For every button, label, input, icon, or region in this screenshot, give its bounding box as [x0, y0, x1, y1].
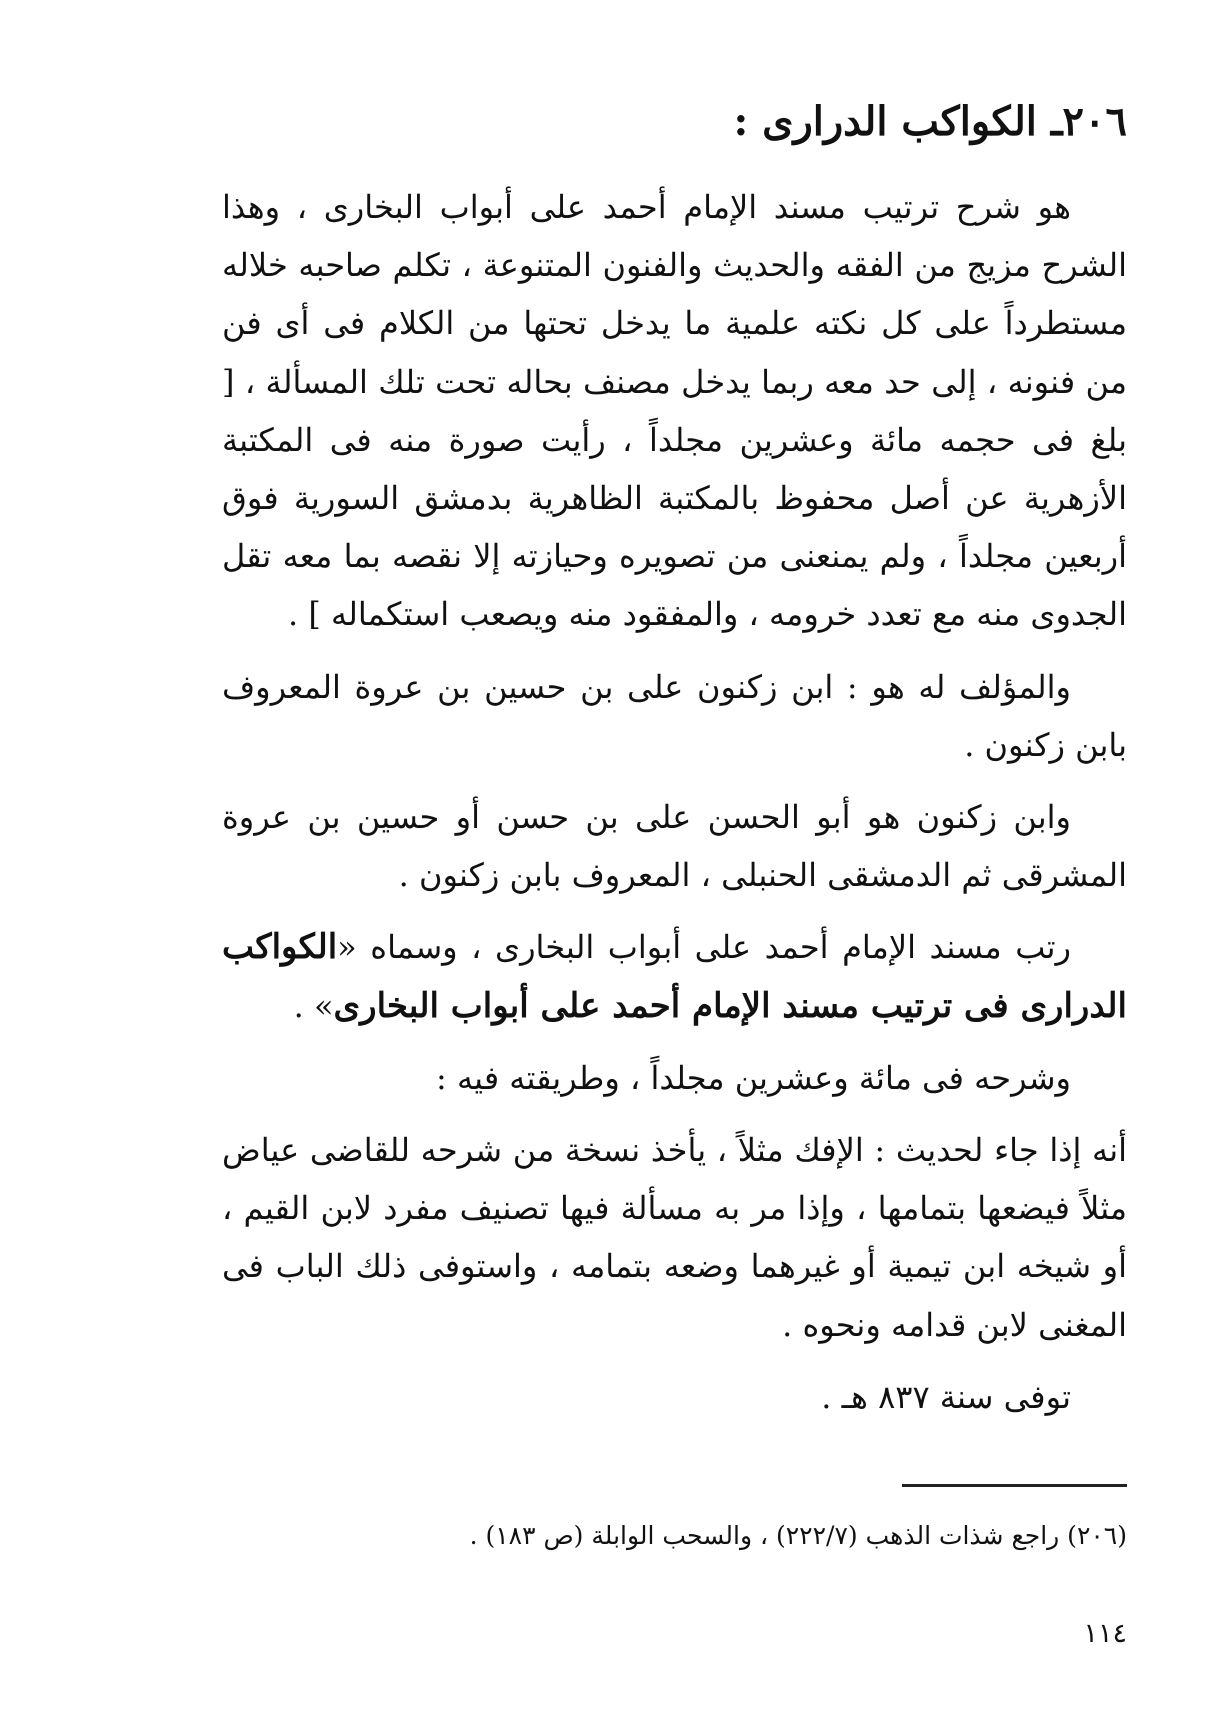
- paragraph-author: والمؤلف له هو : ابن زكنون على بن حسين بن عروة المعروف بابن زكنون .: [222, 667, 1127, 764]
- paragraph-title-after: » .: [293, 986, 334, 1025]
- paragraph-death-date: توفى سنة ٨٣٧ هـ .: [821, 1377, 1071, 1416]
- paragraph-title-before: رتب مسند الإمام أحمد على أبواب البخارى ، وسماه «: [337, 928, 1071, 967]
- entry-heading: ٢٠٦ـ الكواكب الدرارى :: [733, 98, 1127, 145]
- page-number: ١١٤: [1083, 1618, 1127, 1649]
- paragraph-method: أنه إذا جاء لحديث : الإفك مثلاً ، يأخذ نسخة من شرحه للقاضى عياض مثلاً فيضعها بتمامها ، وإذا مر به مسألة فيها تصنيف مفرد لابن القيم ، أو شيخه ابن تيمية أو غيرهما وضعه بتمامه ، واستوفى ذلك الباب فى المغنى لابن قدامه ونحوه .: [222, 1131, 1128, 1344]
- entry-body: [222, 178, 1127, 1440]
- footnote-divider: [902, 1484, 1127, 1487]
- paragraph-method-intro: وشرحه فى مائة وعشرين مجلداً ، وطريقته فيه :: [436, 1058, 1071, 1097]
- paragraph-description: هو شرح ترتيب مسند الإمام أحمد على أبواب البخارى ، وهذا الشرح مزيج من الفقه والحديث والفنون المتنوعة ، تكلم صاحبه خلاله مستطرداً على كل نكته علمية ما يدخل تحتها من الكلام فى أى فن من فنونه ، إلى حد معه ربما يدخل مصنف بحاله تحت تلك المسألة ، [ بلغ فى حجمه مائة وعشرين مجلداً ، رأيت صورة منه فى المكتبة الأزهرية عن أصل محفوظ بالمكتبة الظاهرية بدمشق السورية فوق أربعين مجلداً ، ولم يمنعنى من تصويره وحيازته إلا نقصه بما معه تقل الجدوى منه مع تعدد خرومه ، والمفقود منه ويصعب استكماله ] .: [222, 188, 1128, 634]
- book-full-title: الكواكب الدرارى فى ترتيب مسند الإمام أحمد على أبواب البخارى: [222, 927, 1127, 1026]
- paragraph-author-bio: وابن زكنون هو أبو الحسن على بن حسن أو حسين بن عروة المشرقى ثم الدمشقى الحنبلى ، المعروف بابن زكنون .: [222, 798, 1127, 895]
- footnote: (٢٠٦) راجع شذات الذهب (٢٢٢/٧) ، والسحب الوابلة (ص ١٨٣) .: [469, 1521, 1127, 1550]
- paragraph-title: [222, 918, 1127, 1034]
